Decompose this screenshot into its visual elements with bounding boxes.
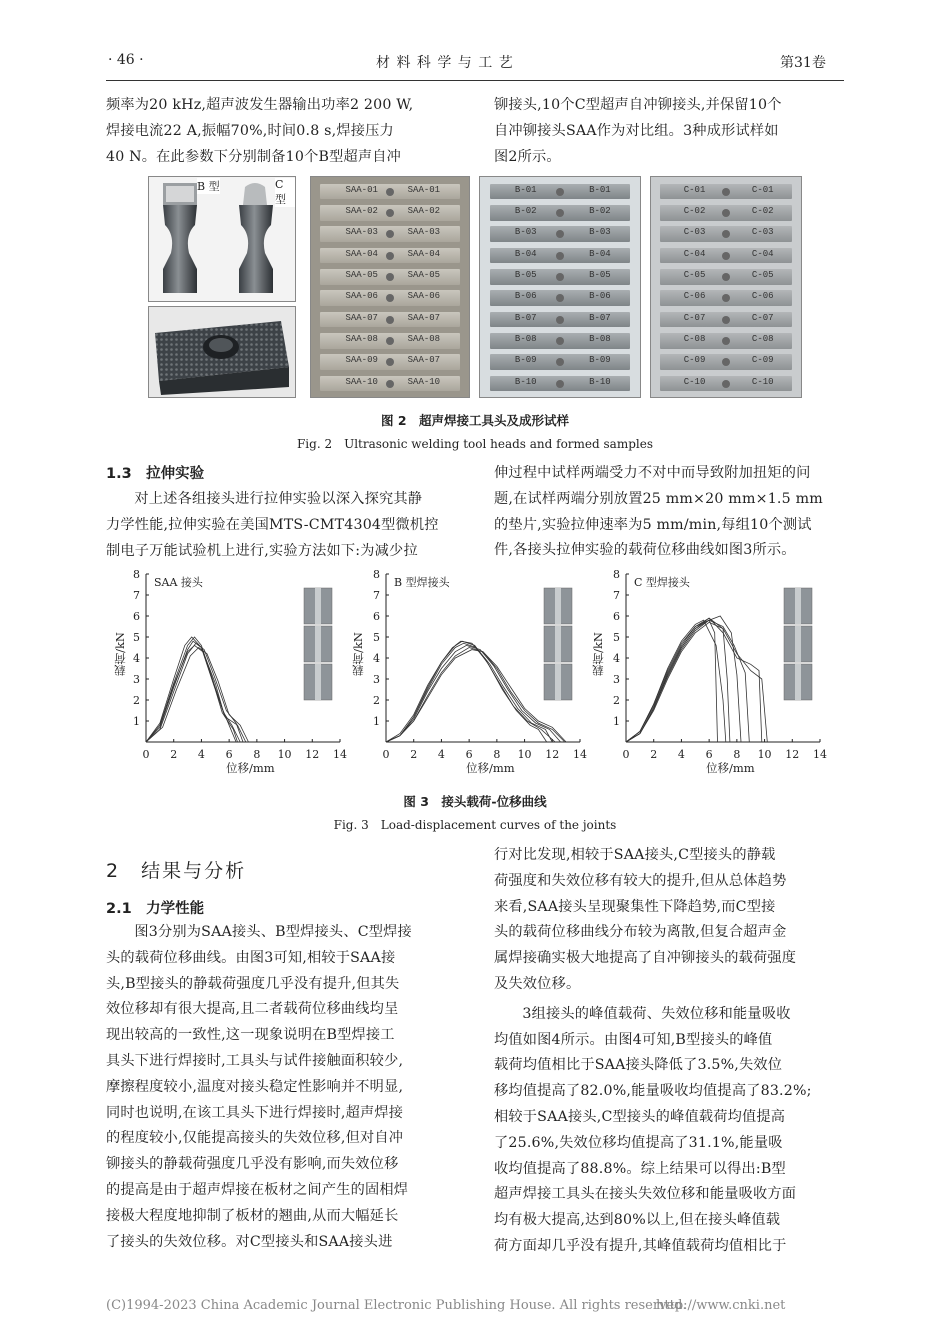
y-tick-label: 7 <box>613 589 620 602</box>
strip-label-right: SAA-07 <box>407 355 441 366</box>
x-tick-label: 10 <box>757 748 772 761</box>
y-tick-label: 1 <box>373 715 380 728</box>
text-line: 头的载荷位移曲线分布较为离散,但复合超声金 <box>494 924 787 941</box>
series-line <box>386 641 555 742</box>
specimen-strip <box>795 626 801 662</box>
chart-b <box>351 566 587 780</box>
y-tick-label: 2 <box>373 694 380 707</box>
sample-strip <box>490 226 631 242</box>
x-tick-label: 4 <box>677 748 685 761</box>
x-axis-label: 位移/mm <box>706 761 755 775</box>
chart-saa <box>113 566 347 780</box>
text-line: 了接头的失效位移。对C型接头和SAA接头进 <box>106 1233 393 1250</box>
x-tick-label: 10 <box>277 748 292 761</box>
sample-strip <box>490 354 631 370</box>
y-tick-label: 5 <box>133 631 140 644</box>
sample-strip <box>660 269 792 285</box>
rivet-mark <box>556 273 564 281</box>
strip-label-left: B-06 <box>514 291 537 302</box>
series-line <box>146 637 238 742</box>
text-line: 头的载荷位移曲线。由图3可知,相较于SAA接 <box>106 949 396 966</box>
strip-label-left: B-01 <box>514 184 537 195</box>
journal-name: 材 料 科 学 与 工 艺 <box>376 55 514 71</box>
y-tick-label: 4 <box>373 652 380 665</box>
strip-label-left: C-05 <box>683 269 706 280</box>
text-line: 件,各接头拉伸实验的载荷位移曲线如图3所示。 <box>494 542 796 559</box>
sample-strip <box>660 184 792 200</box>
text-line: 题,在试样两端分别放置25 mm×20 mm×1.5 mm <box>494 490 823 507</box>
rivet-mark <box>386 316 394 324</box>
sample-strip <box>660 312 792 328</box>
sample-strip <box>320 205 459 221</box>
rivet-mark <box>722 273 730 281</box>
x-tick-label: 10 <box>517 748 532 761</box>
chart-svg <box>598 566 827 780</box>
strip-label-left: SAA-06 <box>345 291 378 302</box>
x-tick-label: 12 <box>305 748 320 761</box>
text-line: 40 N。在此参数下分别制备10个B型超声自冲 <box>106 148 402 165</box>
sample-strip <box>320 354 459 370</box>
text-line: 图3分别为SAA接头、B型焊接头、C型焊接 <box>134 924 412 940</box>
rivet-mark <box>386 188 394 196</box>
y-tick-label: 7 <box>373 589 380 602</box>
rivet-mark <box>556 209 564 217</box>
tool-heads-photo <box>148 176 296 302</box>
y-tick-label: 5 <box>373 631 380 644</box>
text-line: 效位移却有很大提高,且二者载荷位移曲线均呈 <box>106 1001 399 1018</box>
sample-strip <box>490 376 631 392</box>
x-tick-label: 4 <box>197 748 205 761</box>
x-tick-label: 6 <box>465 748 473 761</box>
y-tick-label: 3 <box>373 673 380 686</box>
sample-strip <box>490 333 631 349</box>
text-line: 移均值提高了82.0%,能量吸收均值提高了83.2%; <box>494 1083 812 1100</box>
text-line: 频率为20 kHz,超声波发生器输出功率2 200 W, <box>106 97 414 113</box>
sample-strip <box>660 226 792 242</box>
x-tick-label: 6 <box>225 748 233 761</box>
rivet-mark <box>556 230 564 238</box>
sample-strip <box>320 376 459 392</box>
rivet-mark <box>556 337 564 345</box>
text-line: 铆接头,10个C型超声自冲铆接头,并保留10个 <box>494 97 782 113</box>
sample-strip <box>490 312 631 328</box>
y-tick-label: 4 <box>133 652 140 665</box>
text-line: 接极大程度地抑制了板材的翘曲,从而大幅延长 <box>106 1207 399 1224</box>
strip-label-left: C-01 <box>683 184 706 195</box>
section-2-title: 2 结果与分析 <box>106 860 247 882</box>
text-line: 超声焊接工具头在接头失效位移和能量吸收方面 <box>494 1186 797 1203</box>
strip-label-left: SAA-04 <box>345 248 378 259</box>
sample-strip <box>320 184 459 200</box>
strip-label-right: SAA-01 <box>407 184 441 195</box>
strip-label-right: C-01 <box>751 184 774 195</box>
x-tick-label: 8 <box>733 748 741 761</box>
strip-label-left: SAA-02 <box>345 205 378 216</box>
specimen-inset <box>544 588 572 700</box>
strip-label-left: SAA-09 <box>345 355 378 366</box>
sample-strip <box>320 248 459 264</box>
y-axis-label: 载荷/kN <box>591 632 605 676</box>
text-line: 行对比发现,相较于SAA接头,C型接头的静载 <box>494 847 776 863</box>
series-line <box>626 620 726 742</box>
strip-label-left: B-10 <box>514 376 537 387</box>
chart-title: C 型焊接头 <box>634 576 690 589</box>
rivet-mark <box>556 358 564 366</box>
text-line: 了25.6%,失效位移均值提高了31.1%,能量吸 <box>494 1134 783 1151</box>
sample-strip <box>660 376 792 392</box>
strip-label-left: C-09 <box>683 355 706 366</box>
rivet-mark <box>386 252 394 260</box>
sample-strip <box>320 312 459 328</box>
series-line <box>386 641 547 742</box>
rivet-mark <box>722 380 730 388</box>
text-line: 载荷均值相比于SAA接头降低了3.5%,失效位 <box>494 1057 783 1074</box>
strip-label-right: SAA-02 <box>407 205 441 216</box>
sample-strip <box>660 290 792 306</box>
volume-number: 第31卷 <box>780 55 826 71</box>
left-top-text <box>106 93 462 170</box>
strip-label-left: SAA-05 <box>345 269 378 280</box>
x-tick-label: 14 <box>333 748 347 761</box>
strip-label-left: C-04 <box>683 248 706 259</box>
strip-label-right: B-05 <box>589 269 611 280</box>
text-line: 荷强度和失效位移有较大的提升,但从总体趋势 <box>494 872 787 889</box>
y-axis-label: 载荷/kN <box>113 632 127 676</box>
rivet-mark <box>556 380 564 388</box>
x-tick-label: 2 <box>410 748 418 761</box>
y-tick-label: 2 <box>613 694 620 707</box>
strip-label-right: SAA-04 <box>407 248 441 259</box>
specimen-inset <box>784 588 812 700</box>
rivet-mark <box>556 294 564 302</box>
text-line: 荷方面却几乎没有提升,其峰值载荷均值相比于 <box>494 1237 787 1254</box>
sample-strip <box>490 205 631 221</box>
saa-samples-photo <box>310 176 470 398</box>
x-axis-label: 位移/mm <box>466 761 515 775</box>
strip-label-right: B-09 <box>589 355 611 366</box>
y-tick-label: 3 <box>613 673 620 686</box>
rivet-mark <box>386 337 394 345</box>
tool-face-drawing <box>149 307 295 397</box>
rivet-mark <box>386 358 394 366</box>
strip-label-left: B-08 <box>514 333 537 344</box>
series-line <box>386 643 552 742</box>
fig2-caption-en: Fig. 2 Ultrasonic welding tool heads and formed samples <box>296 437 653 451</box>
strip-label-left: SAA-07 <box>345 312 378 323</box>
rivet-mark <box>722 294 730 302</box>
text-line: 均值如图4所示。由图4可知,B型接头的峰值 <box>494 1031 773 1048</box>
strip-label-left: B-04 <box>514 248 537 259</box>
rivet-mark <box>386 273 394 281</box>
strip-label-left: C-03 <box>683 227 706 238</box>
sample-strip <box>490 269 631 285</box>
y-tick-label: 6 <box>613 610 620 623</box>
chart-title: B 型焊接头 <box>394 576 450 589</box>
rivet-mark <box>556 316 564 324</box>
text-line: 制电子万能试验机上进行,实验方法如下:为减少拉 <box>106 542 418 559</box>
fig3-caption-en: Fig. 3 Load-displacement curves of the joints <box>333 818 617 832</box>
rivet-mark <box>722 230 730 238</box>
text-line: 力学性能,拉伸实验在美国MTS-CMT4304型微机控 <box>106 516 439 533</box>
text-line: 来看,SAA接头呈现聚集性下降趋势,而C型接 <box>494 898 776 915</box>
x-tick-label: 0 <box>382 748 390 761</box>
x-tick-label: 6 <box>705 748 713 761</box>
y-tick-label: 3 <box>133 673 140 686</box>
strip-label-right: C-07 <box>751 312 774 323</box>
sample-strip <box>320 226 459 242</box>
strip-label-right: B-01 <box>589 184 611 195</box>
tool-label-c: C 型 <box>275 178 295 207</box>
text-line: 图2所示。 <box>494 148 561 165</box>
section-2-1-right-text <box>494 843 844 1260</box>
rivet-mark <box>722 188 730 196</box>
sample-strip <box>490 290 631 306</box>
strip-label-right: C-05 <box>751 269 774 280</box>
section-1-3-left-text <box>106 487 462 564</box>
strip-label-right: C-10 <box>751 376 774 387</box>
specimen-strip <box>555 626 561 662</box>
strip-label-right: C-08 <box>751 333 774 344</box>
strip-label-right: B-07 <box>589 312 611 323</box>
text-line: 对上述各组接头进行拉伸实验以深入探究其静 <box>134 491 423 507</box>
text-line: 头,B型接头的静载荷强度几乎没有提升,但其失 <box>106 975 400 992</box>
strip-label-left: SAA-03 <box>345 227 378 238</box>
specimen-strip <box>795 588 801 624</box>
strip-label-left: SAA-01 <box>345 184 378 195</box>
series-line <box>626 618 730 742</box>
strip-label-left: C-07 <box>683 312 706 323</box>
strip-label-right: SAA-05 <box>407 269 441 280</box>
strip-label-left: C-10 <box>683 376 706 387</box>
strip-label-right: B-10 <box>589 376 611 387</box>
x-tick-label: 12 <box>785 748 800 761</box>
x-axis-label: 位移/mm <box>226 761 275 775</box>
x-tick-label: 0 <box>622 748 630 761</box>
text-line: 3组接头的峰值载荷、失效位移和能量吸收 <box>522 1005 791 1022</box>
text-line: 的程度较小,仅能提高接头的失效位移,但对自冲 <box>106 1130 404 1147</box>
sample-strip <box>490 248 631 264</box>
text-line: 的垫片,实验拉伸速率为5 mm/min,每组10个测试 <box>494 516 812 533</box>
strip-label-left: B-02 <box>514 205 537 216</box>
text-line: 焊接电流22 A,振幅70%,时间0.8 s,焊接压力 <box>106 122 394 139</box>
y-tick-label: 5 <box>613 631 620 644</box>
strip-label-right: SAA-07 <box>407 312 441 323</box>
chart-c <box>591 566 827 780</box>
text-line: 具头下进行焊接时,工具头与试件接触面积较少, <box>106 1052 404 1069</box>
section-2-1-title: 2.1 力学性能 <box>106 901 205 917</box>
strip-label-left: SAA-10 <box>345 376 378 387</box>
section-1-3-title: 1.3 拉伸实验 <box>106 466 205 482</box>
rivet-mark <box>722 358 730 366</box>
x-tick-label: 2 <box>170 748 178 761</box>
y-tick-label: 4 <box>613 652 620 665</box>
sample-strip <box>320 290 459 306</box>
y-tick-label: 2 <box>133 694 140 707</box>
y-axis-label: 载荷/kN <box>351 632 365 676</box>
strip-label-right: C-03 <box>751 227 774 238</box>
tool-label-b: B 型 <box>197 180 220 193</box>
x-tick-label: 8 <box>493 748 501 761</box>
strip-label-right: C-06 <box>751 291 774 302</box>
strip-label-left: C-06 <box>683 291 706 302</box>
section-1-3-right-text <box>494 461 844 564</box>
b-samples-photo <box>479 176 641 398</box>
y-tick-label: 6 <box>133 610 140 623</box>
x-tick-label: 2 <box>650 748 658 761</box>
y-tick-label: 1 <box>133 715 140 728</box>
footer-url: http://www.cnki.net <box>656 1298 786 1313</box>
strip-label-right: B-02 <box>589 205 611 216</box>
y-tick-label: 7 <box>133 589 140 602</box>
series-line <box>146 643 243 742</box>
chart-title: SAA 接头 <box>154 576 203 589</box>
sample-strip <box>320 333 459 349</box>
rivet-mark <box>722 252 730 260</box>
strip-label-right: SAA-08 <box>407 333 441 344</box>
sample-strip <box>490 184 631 200</box>
text-line: 均有极大提高,达到80%以上,但在接头峰值载 <box>494 1212 781 1229</box>
right-top-text <box>494 93 844 170</box>
c-samples-photo <box>650 176 802 398</box>
text-line: 相较于SAA接头,C型接头的峰值载荷均值提高 <box>494 1108 786 1125</box>
rivet-mark <box>386 380 394 388</box>
text-line: 伸过程中试样两端受力不对中而导致附加扭矩的问 <box>494 465 811 481</box>
strip-label-left: B-03 <box>514 227 537 238</box>
rivet-mark <box>386 209 394 217</box>
rivet-mark <box>722 337 730 345</box>
y-tick-label: 6 <box>373 610 380 623</box>
y-tick-label: 8 <box>613 568 620 581</box>
y-tick-label: 1 <box>613 715 620 728</box>
y-tick-label: 8 <box>373 568 380 581</box>
sample-strip <box>660 205 792 221</box>
fig3-caption-zh: 图 3 接头载荷-位移曲线 <box>403 794 547 809</box>
specimen-strip <box>315 626 321 662</box>
chart-svg <box>118 566 347 780</box>
x-tick-label: 4 <box>437 748 445 761</box>
sample-strip <box>660 354 792 370</box>
strip-label-right: C-02 <box>751 205 774 216</box>
x-tick-label: 8 <box>253 748 261 761</box>
strip-label-right: B-06 <box>589 291 611 302</box>
strip-label-right: B-04 <box>589 248 611 259</box>
series-line <box>626 620 718 742</box>
fig2-caption-zh: 图 2 超声焊接工具头及成形试样 <box>380 413 570 428</box>
rivet-mark <box>722 209 730 217</box>
specimen-strip <box>315 664 321 700</box>
strip-label-right: C-04 <box>751 248 774 259</box>
text-line: 属焊接确实极大地提高了自冲铆接头的载荷强度 <box>494 950 797 967</box>
specimen-strip <box>315 588 321 624</box>
sample-strip <box>320 269 459 285</box>
strip-label-left: B-07 <box>514 312 537 323</box>
header-rule <box>106 80 844 81</box>
x-tick-label: 14 <box>573 748 587 761</box>
tool-face-photo <box>148 306 296 398</box>
section-2-1-left-text <box>106 920 462 1255</box>
strip-label-left: B-05 <box>514 269 537 280</box>
strip-label-right: B-03 <box>589 227 611 238</box>
series-line <box>146 641 240 742</box>
sample-strip <box>660 333 792 349</box>
specimen-inset <box>304 588 332 700</box>
rivet-mark <box>556 188 564 196</box>
x-tick-label: 14 <box>813 748 827 761</box>
rivet-mark <box>556 252 564 260</box>
text-line: 铆接头的静载荷强度几乎没有影响,而失效位移 <box>106 1156 399 1173</box>
strip-label-left: C-08 <box>683 333 706 344</box>
rivet-mark <box>386 294 394 302</box>
strip-label-right: SAA-03 <box>407 227 441 238</box>
page-number: · 46 · <box>108 52 144 68</box>
y-tick-label: 8 <box>133 568 140 581</box>
strip-label-right: SAA-10 <box>407 376 441 387</box>
strip-label-right: C-09 <box>751 355 774 366</box>
text-line: 及失效位移。 <box>494 975 581 992</box>
sample-strip <box>660 248 792 264</box>
text-line: 摩擦程度较小,温度对接头稳定性影响并不明显, <box>106 1078 404 1095</box>
footer-copyright: (C)1994-2023 China Academic Journal Electronic Publishing House. All rights reserved. <box>106 1298 687 1313</box>
strip-label-left: C-02 <box>683 205 706 216</box>
text-line: 收均值提高了88.8%。综上结果可以得出:B型 <box>494 1160 786 1177</box>
tool-heads-drawing <box>149 177 295 301</box>
strip-label-left: SAA-08 <box>345 333 378 344</box>
x-tick-label: 0 <box>142 748 150 761</box>
text-line: 自冲铆接头SAA作为对比组。3种成形试样如 <box>494 122 779 139</box>
chart-svg <box>358 566 587 780</box>
rivet-mark <box>722 316 730 324</box>
rivet-mark <box>386 230 394 238</box>
x-tick-label: 12 <box>545 748 560 761</box>
strip-label-right: B-08 <box>589 333 611 344</box>
text-line: 现出较高的一致性,这一现象说明在B型焊接工 <box>106 1027 395 1044</box>
strip-label-left: B-09 <box>514 355 537 366</box>
specimen-strip <box>555 664 561 700</box>
strip-label-right: SAA-06 <box>407 291 441 302</box>
text-line: 的提高是由于超声焊接在板材之间产生的固相焊 <box>106 1181 409 1198</box>
specimen-strip <box>795 664 801 700</box>
text-line: 同时也说明,在该工具头下进行焊接时,超声焊接 <box>106 1104 404 1121</box>
specimen-strip <box>555 588 561 624</box>
